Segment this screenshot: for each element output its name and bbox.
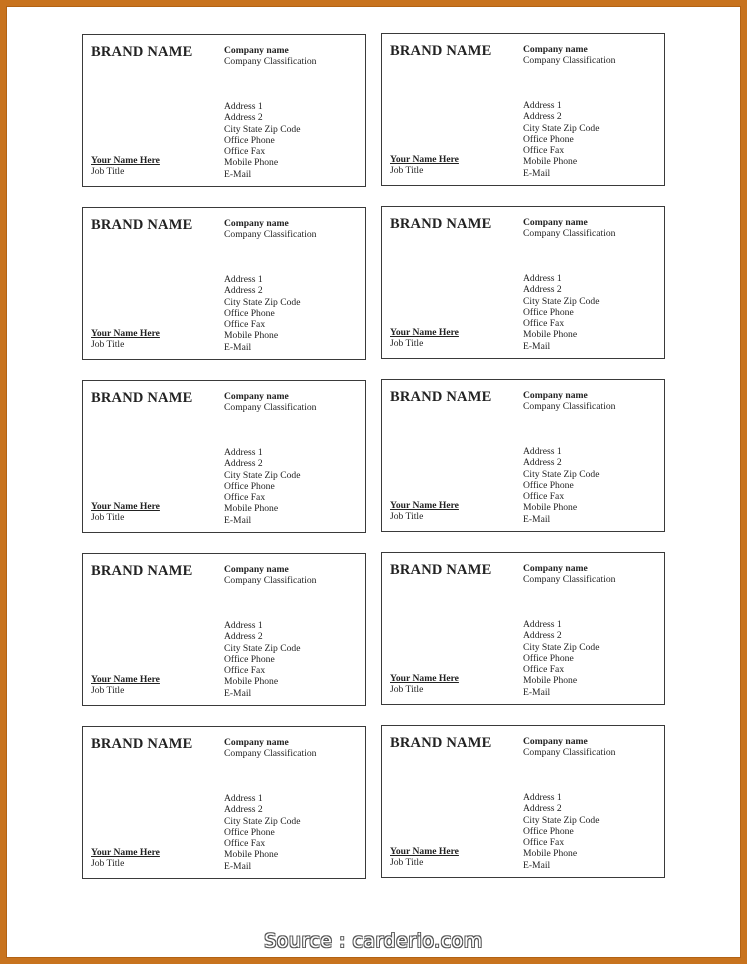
address-line: City State Zip Code — [224, 469, 301, 481]
person-name: Your Name Here — [390, 673, 459, 684]
address-line: Address 2 — [523, 284, 562, 296]
address-line: E-Mail — [224, 514, 252, 526]
person-name: Your Name Here — [91, 847, 160, 858]
company-block — [523, 44, 615, 67]
company-block — [224, 737, 316, 760]
company-name: Company name — [224, 564, 289, 575]
person-block — [91, 328, 160, 351]
address-line: Office Fax — [224, 665, 266, 677]
person-block — [91, 155, 160, 178]
person-block — [390, 327, 459, 350]
company-block — [523, 217, 615, 240]
company-block — [224, 218, 316, 241]
contact-details — [224, 793, 300, 872]
company-classification: Company Classification — [224, 229, 317, 241]
company-block — [224, 564, 316, 587]
company-block — [523, 563, 615, 586]
person-block — [91, 674, 160, 697]
address-line: Office Fax — [523, 318, 565, 330]
person-name: Your Name Here — [91, 674, 160, 685]
person-name: Your Name Here — [390, 846, 459, 857]
brand-name: BRAND NAME — [390, 562, 492, 578]
person-name: Your Name Here — [91, 328, 160, 339]
company-name: Company name — [523, 563, 588, 574]
business-card — [82, 553, 366, 706]
job-title: Job Title — [91, 858, 125, 870]
address-line: Address 1 — [523, 273, 562, 284]
address-line: Office Phone — [224, 307, 275, 319]
company-classification: Company Classification — [523, 401, 616, 413]
person-name: Your Name Here — [91, 501, 160, 512]
job-title: Job Title — [390, 684, 424, 696]
address-line: Address 2 — [224, 631, 263, 643]
address-line: Office Fax — [224, 838, 266, 850]
address-line: E-Mail — [224, 687, 252, 699]
brand-name: BRAND NAME — [91, 44, 193, 60]
business-card — [82, 380, 366, 533]
job-title: Job Title — [390, 165, 424, 177]
address-line: Address 2 — [224, 112, 263, 124]
brand-name: BRAND NAME — [91, 390, 193, 406]
job-title: Job Title — [390, 511, 424, 523]
brand-name: BRAND NAME — [91, 217, 193, 233]
address-line: Mobile Phone — [523, 502, 578, 514]
address-line: City State Zip Code — [523, 468, 600, 480]
company-name: Company name — [523, 217, 588, 228]
company-classification: Company Classification — [523, 574, 616, 586]
person-block — [390, 846, 459, 869]
business-card — [82, 207, 366, 360]
contact-details — [523, 100, 599, 179]
address-line: City State Zip Code — [224, 123, 301, 135]
address-line: Address 2 — [224, 804, 263, 816]
address-line: Address 2 — [523, 803, 562, 815]
address-line: Office Fax — [523, 145, 565, 157]
company-classification: Company Classification — [523, 55, 616, 67]
company-classification: Company Classification — [523, 747, 616, 759]
address-line: Address 1 — [523, 619, 562, 630]
address-line: E-Mail — [523, 513, 551, 525]
address-line: Office Fax — [224, 492, 266, 504]
company-classification: Company Classification — [523, 228, 616, 240]
contact-details — [523, 446, 599, 525]
business-card — [82, 34, 366, 187]
address-line: E-Mail — [523, 340, 551, 352]
address-line: Address 1 — [224, 447, 263, 458]
person-block — [390, 500, 459, 523]
job-title: Job Title — [91, 685, 125, 697]
address-line: E-Mail — [523, 686, 551, 698]
contact-details — [523, 273, 599, 352]
business-card — [381, 379, 665, 532]
address-line: Mobile Phone — [224, 676, 279, 688]
business-card — [381, 33, 665, 186]
person-block — [390, 154, 459, 177]
address-line: Office Fax — [523, 664, 565, 676]
address-line: Mobile Phone — [224, 503, 279, 515]
person-name: Your Name Here — [390, 327, 459, 338]
contact-details — [224, 620, 300, 699]
company-name: Company name — [523, 736, 588, 747]
address-line: Mobile Phone — [224, 330, 279, 342]
job-title: Job Title — [390, 857, 424, 869]
company-block — [523, 736, 615, 759]
address-line: Office Phone — [523, 306, 574, 318]
address-line: E-Mail — [523, 859, 551, 871]
address-line: Address 2 — [523, 457, 562, 469]
address-line: Office Fax — [523, 837, 565, 849]
contact-details — [523, 619, 599, 698]
person-block — [91, 501, 160, 524]
address-line: Office Phone — [224, 134, 275, 146]
address-line: Address 2 — [224, 458, 263, 470]
company-name: Company name — [224, 218, 289, 229]
business-card — [381, 206, 665, 359]
address-line: Office Phone — [523, 652, 574, 664]
address-line: Address 1 — [523, 792, 562, 803]
address-line: E-Mail — [224, 860, 252, 872]
address-line: Mobile Phone — [523, 156, 578, 168]
company-name: Company name — [523, 44, 588, 55]
address-line: Address 1 — [523, 100, 562, 111]
company-classification: Company Classification — [224, 402, 317, 414]
address-line: Address 1 — [224, 620, 263, 631]
job-title: Job Title — [91, 339, 125, 351]
address-line: Mobile Phone — [523, 329, 578, 341]
address-line: Office Fax — [224, 146, 266, 158]
address-line: Address 1 — [224, 274, 263, 285]
business-card — [381, 552, 665, 705]
contact-details — [224, 274, 300, 353]
brand-name: BRAND NAME — [390, 216, 492, 232]
address-line: Mobile Phone — [523, 675, 578, 687]
address-line: Address 1 — [224, 793, 263, 804]
person-name: Your Name Here — [390, 500, 459, 511]
address-line: Office Phone — [523, 133, 574, 145]
address-line: City State Zip Code — [523, 122, 600, 134]
company-block — [224, 391, 316, 414]
brand-name: BRAND NAME — [390, 43, 492, 59]
address-line: City State Zip Code — [224, 296, 301, 308]
brand-name: BRAND NAME — [91, 563, 193, 579]
address-line: Address 2 — [224, 285, 263, 297]
address-line: City State Zip Code — [523, 295, 600, 307]
address-line: Office Phone — [523, 479, 574, 491]
address-line: Office Phone — [224, 653, 275, 665]
address-line: Office Phone — [224, 826, 275, 838]
brand-name: BRAND NAME — [390, 735, 492, 751]
company-classification: Company Classification — [224, 748, 317, 760]
address-line: Office Phone — [224, 480, 275, 492]
job-title: Job Title — [91, 512, 125, 524]
address-line: Address 1 — [523, 446, 562, 457]
job-title: Job Title — [91, 166, 125, 178]
address-line: Office Fax — [523, 491, 565, 503]
business-card — [381, 725, 665, 878]
brand-name: BRAND NAME — [390, 389, 492, 405]
address-line: Mobile Phone — [523, 848, 578, 860]
source-watermark: Source : carderio.com — [264, 930, 483, 952]
company-name: Company name — [224, 391, 289, 402]
address-line: E-Mail — [224, 168, 252, 180]
person-block — [91, 847, 160, 870]
job-title: Job Title — [390, 338, 424, 350]
address-line: City State Zip Code — [523, 814, 600, 826]
company-name: Company name — [224, 45, 289, 56]
page-sheet — [6, 6, 741, 958]
company-classification: Company Classification — [224, 56, 317, 68]
address-line: City State Zip Code — [523, 641, 600, 653]
contact-details — [523, 792, 599, 871]
company-classification: Company Classification — [224, 575, 317, 587]
address-line: E-Mail — [523, 167, 551, 179]
address-line: City State Zip Code — [224, 642, 301, 654]
company-block — [224, 45, 316, 68]
address-line: Mobile Phone — [224, 157, 279, 169]
person-name: Your Name Here — [91, 155, 160, 166]
company-name: Company name — [224, 737, 289, 748]
address-line: Address 1 — [224, 101, 263, 112]
address-line: Mobile Phone — [224, 849, 279, 861]
address-line: City State Zip Code — [224, 815, 301, 827]
contact-details — [224, 447, 300, 526]
address-line: Address 2 — [523, 630, 562, 642]
address-line: E-Mail — [224, 341, 252, 353]
person-name: Your Name Here — [390, 154, 459, 165]
company-block — [523, 390, 615, 413]
address-line: Office Phone — [523, 825, 574, 837]
business-card — [82, 726, 366, 879]
person-block — [390, 673, 459, 696]
brand-name: BRAND NAME — [91, 736, 193, 752]
address-line: Address 2 — [523, 111, 562, 123]
company-name: Company name — [523, 390, 588, 401]
contact-details — [224, 101, 300, 180]
address-line: Office Fax — [224, 319, 266, 331]
